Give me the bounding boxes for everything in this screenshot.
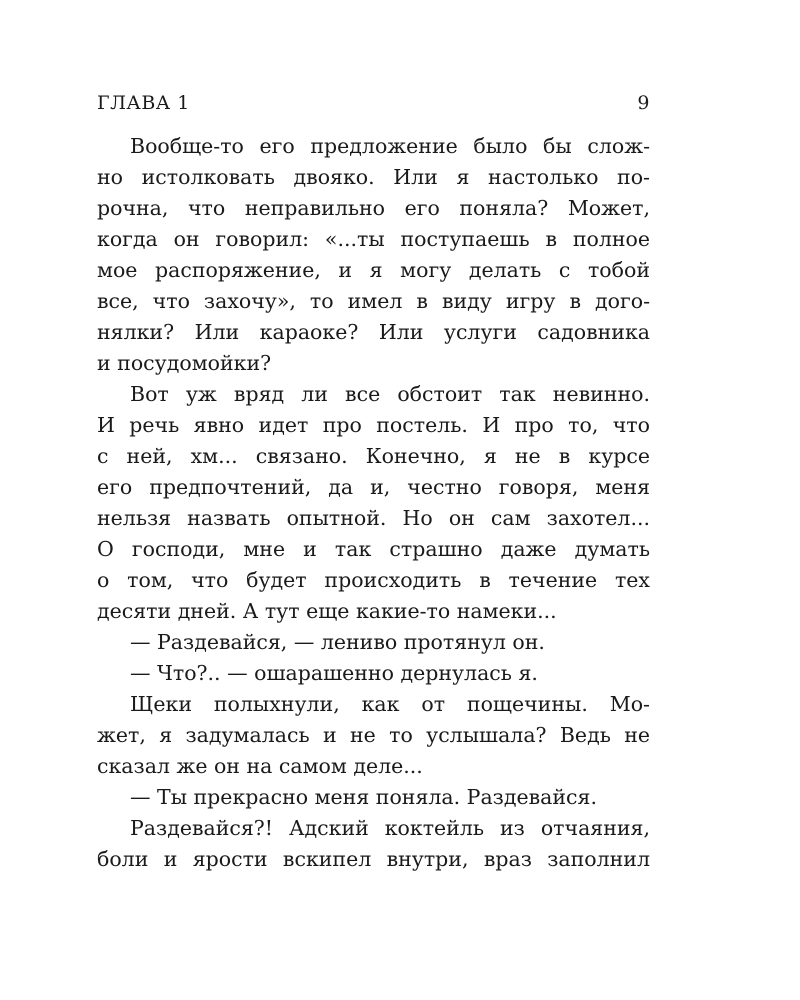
page-number: 9 xyxy=(637,92,650,114)
running-head xyxy=(97,92,650,116)
text-line: И речь явно идет про постель. И про то, что xyxy=(97,413,650,437)
text-line: нельзя назвать опытной. Но он сам захотел... xyxy=(97,506,650,530)
text-line: о том, что будет происходить в течение тех xyxy=(97,568,650,592)
text-line: рочна, что неправильно его поняла? Может, xyxy=(97,196,650,220)
text-line: мое распоряжение, и я могу делать с тобой xyxy=(97,258,650,282)
text-line: — Раздевайся, — лениво протянул он. xyxy=(130,630,545,654)
text-line: но истолковать двояко. Или я настолько по- xyxy=(97,165,650,189)
text-line: сказал же он на самом деле... xyxy=(97,754,423,778)
chapter-label: ГЛАВА 1 xyxy=(97,92,190,114)
text-line: десяти дней. А тут еще какие-то намеки... xyxy=(97,599,557,623)
text-line: все, что захочу», то имел в виду игру в дого- xyxy=(97,289,650,313)
text-line: О господи, мне и так страшно даже думать xyxy=(97,537,650,561)
text-line: — Что?.. — ошарашенно дернулась я. xyxy=(130,661,538,685)
text-line: и посудомойки? xyxy=(97,351,272,375)
text-line: боли и ярости вскипел внутри, враз заполнил xyxy=(97,847,650,871)
text-line: жет, я задумалась и не то услышала? Ведь не xyxy=(97,723,650,747)
body-text xyxy=(97,131,650,875)
text-line: Вообще-то его предложение было бы слож- xyxy=(130,134,650,158)
text-line: Щеки полыхнули, как от пощечины. Мо- xyxy=(130,692,650,716)
text-line: нялки? Или караоке? Или услуги садовника xyxy=(97,320,650,344)
text-line: его предпочтений, да и, честно говоря, меня xyxy=(97,475,650,499)
text-line: Раздевайся?! Адский коктейль из отчаяния, xyxy=(130,816,650,840)
text-line: Вот уж вряд ли все обстоит так невинно. xyxy=(130,382,650,406)
text-line: — Ты прекрасно меня поняла. Раздевайся. xyxy=(130,785,597,809)
text-line: когда он говорил: «...ты поступаешь в полное xyxy=(97,227,650,251)
text-line: с ней, хм... связано. Конечно, я не в курсе xyxy=(97,444,650,468)
